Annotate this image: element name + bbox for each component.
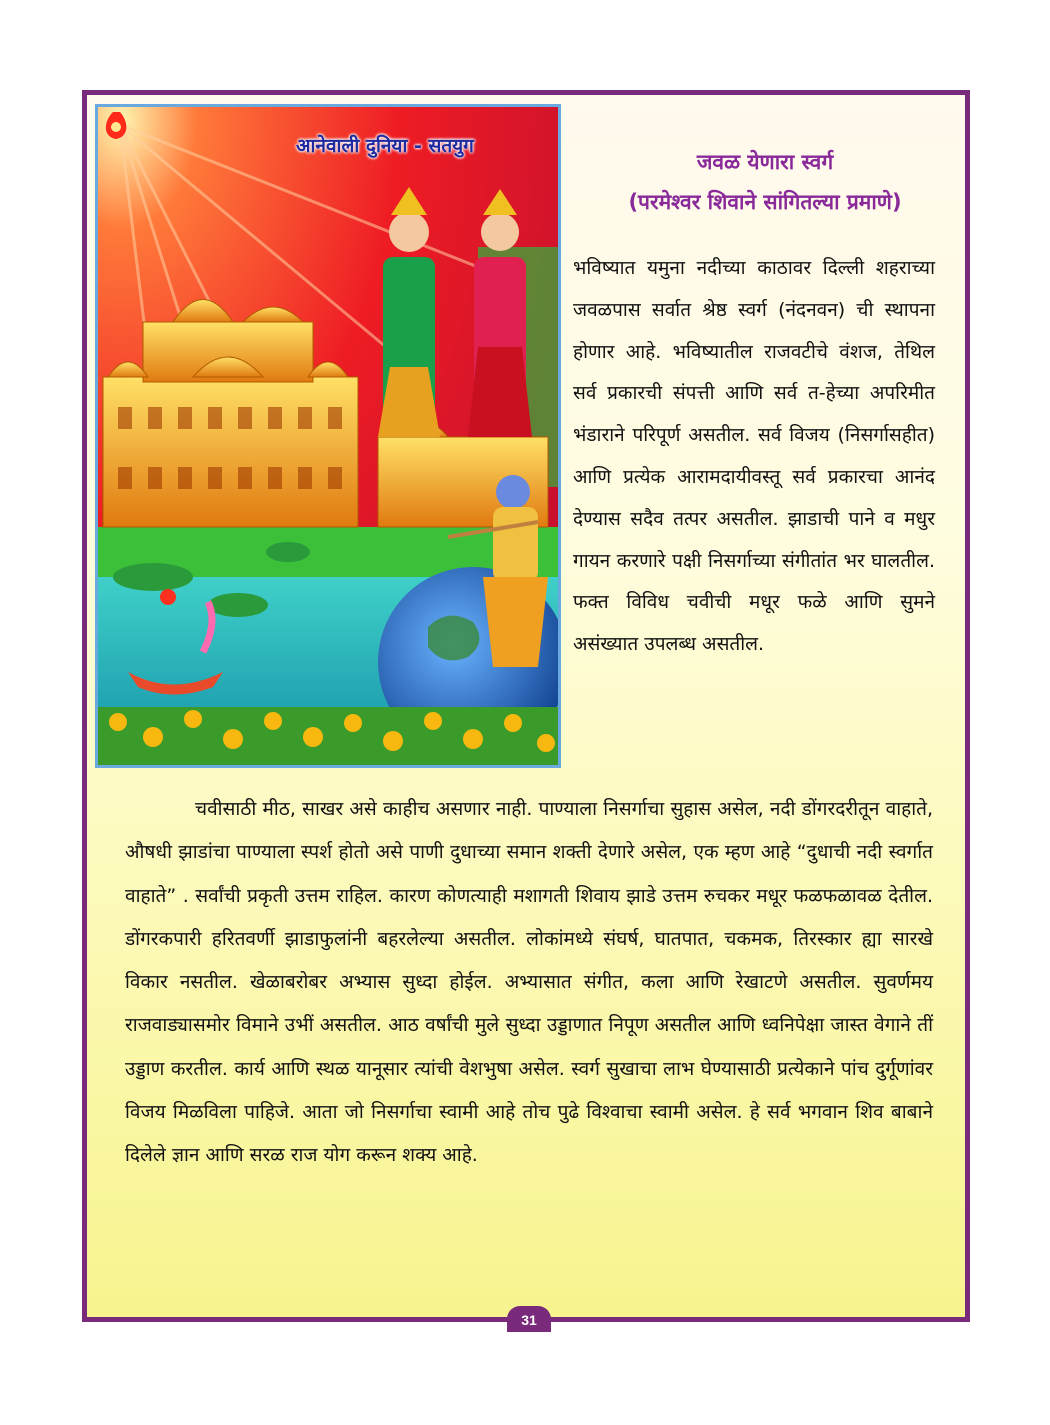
body-paragraph: चवीसाठी मीठ, साखर असे काहीच असणार नाही. पाण्याला निसर्गाचा सुहास असेल, नदी डोंगरदरीतून वाहाते, औषधी झाडांचा पाण्याला स्पर्श होतो असे पाणी दुधाच्या समान शक्ती देणारे असेल, एक म्हण आहे “दुधाची नदी स्वर्गात वाहाते” . सर्वांची प्रकृती उत्तम राहिल. कारण कोणत्याही मशागती शिवाय झाडे उत्तम रुचकर मधूर फळफळावळ देतील. डोंगरकपारी हरितवर्णी झाडाफुलांनी बहरलेल्या असतील. लोकांमध्ये संघर्ष, घातपात, चकमक, तिरस्कार ह्या सारखे विकार नसतील. खेळाबरोबर अभ्यास सुध्दा होईल. अभ्यासात संगीत, कला आणि रेखाटणे असतील. सुवर्णमय राजवाड्यासमोर विमाने उभीं असतील. आठ वर्षांची मुले सुध्दा उड्डाणात निपूण असतील आणि ध्वनिपेक्षा जास्त वेगाने तीं उड्डाण करतील. कार्य आणि स्थळ यानूसार त्यांची वेशभुषा असेल. स्वर्ग सुखाचा लाभ घेण्यासाठी प्रत्येकाने पांच दुर्गूणांवर विजय मिळविला पाहिजे. आता जो निसर्गाचा स्वामी आहे तोच पुढे विश्वाचा स्वामी असेल. हे सर्व भगवान शिव बाबाने दिलेले ज्ञान आणि सरळ राज योग करून शक्य आहे. [125,798,933,1167]
illustration-caption: आनेवाली दुनिया - सतयुग [296,135,474,157]
article-subtitle: (परमेश्वर शिवाने सांगितल्या प्रमाणे) [628,190,902,214]
side-paragraph: भविष्यात यमुना नदीच्या काठावर दिल्ली शहराच्या जवळपास सर्वात श्रेष्ठ स्वर्ग (नंदनवन) ची स्थापना होणार आहे. भविष्यातील राजवटीचे वंशज, तेथिल सर्व प्रकारची संपत्ती आणि सर्व त-हेच्या अपरिमीत भंडाराने परिपूर्ण असतील. सर्व विजय (निसर्गासहीत) आणि प्रत्येक आरामदायीवस्तू सर्व प्रकारचा आनंद देण्यास सदैव तत्पर असतील. झाडाची पाने व मधुर गायन करणारे पक्षी निसर्गाच्या संगीतांत भर घालतील. फक्त विविध चवीची मधूर फळे आणि सुमने असंख्यात उपलब्ध असतील. [573,257,935,656]
article-title: जवळ येणारा स्वर्ग [696,150,834,174]
satyug-illustration [95,104,561,768]
page-number: 31 [507,1306,551,1332]
